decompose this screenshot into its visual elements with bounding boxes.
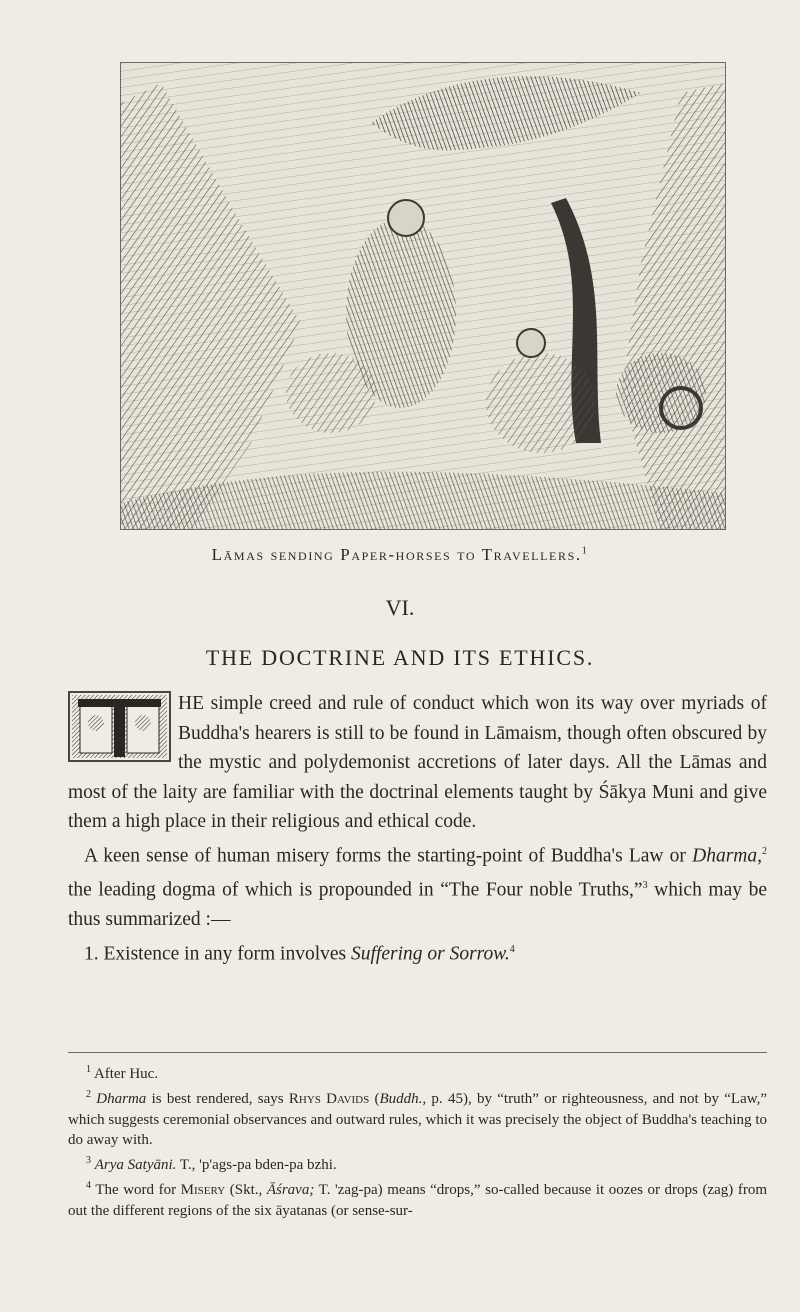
footnote-2: $^2$ Dharma is best rendered, says Rhys Davids (Buddh., p. 45), by “truth” or righteousness, and not by “Law,” which suggests ceremonial observances and outward rules, which it was precisely the object of Buddha's teaching to do away with. <box>68 1088 768 1149</box>
footnote-4: $^4$ The word for Misery (Skt., Āśrava; T. 'zag-pa) means “drops,” so-called because it oozes or drops (zag) from out the different regions of the six āyatanas (or sense-sur- <box>68 1179 767 1219</box>
footnotes <box>68 1060 767 1222</box>
footnote-divider <box>68 1052 767 1053</box>
chapter-number: VI. <box>385 595 415 620</box>
figure-caption: Lāmas sending Paper-horses to Travellers.$^1$ <box>211 545 589 564</box>
main-text <box>68 689 767 969</box>
engraving-illustration <box>120 62 726 530</box>
footnote-3: $^3$ Arya Satyāni. T., 'p'ags-pa bden-pa bzhi. <box>86 1155 337 1174</box>
paragraph-1: HE simple creed and rule of conduct which won its way over myriads of Buddha's hearers is still to be found in Lāmaism, though often obscured by the mystic and polydemonist accretions of later days. All the Lāmas and most of the laity are familiar with the doctrinal elements taught by Śākya Muni and give them a high place in their religious and ethical code. <box>68 693 767 833</box>
paragraph-2: A keen sense of human misery forms the starting-point of Buddha's Law or Dharma,$^2$ the leading dogma of which is propounded in “The Four noble Truths,”$^3$ which may be thus summarized :— <box>68 845 767 931</box>
footnote-1: $^1$ After Huc. <box>86 1064 159 1082</box>
numbered-item-1: 1. Existence in any form involves Suffering or Sorrow.$^4$ <box>84 943 515 965</box>
chapter-title: THE DOCTRINE AND ITS ETHICS. <box>205 645 595 670</box>
